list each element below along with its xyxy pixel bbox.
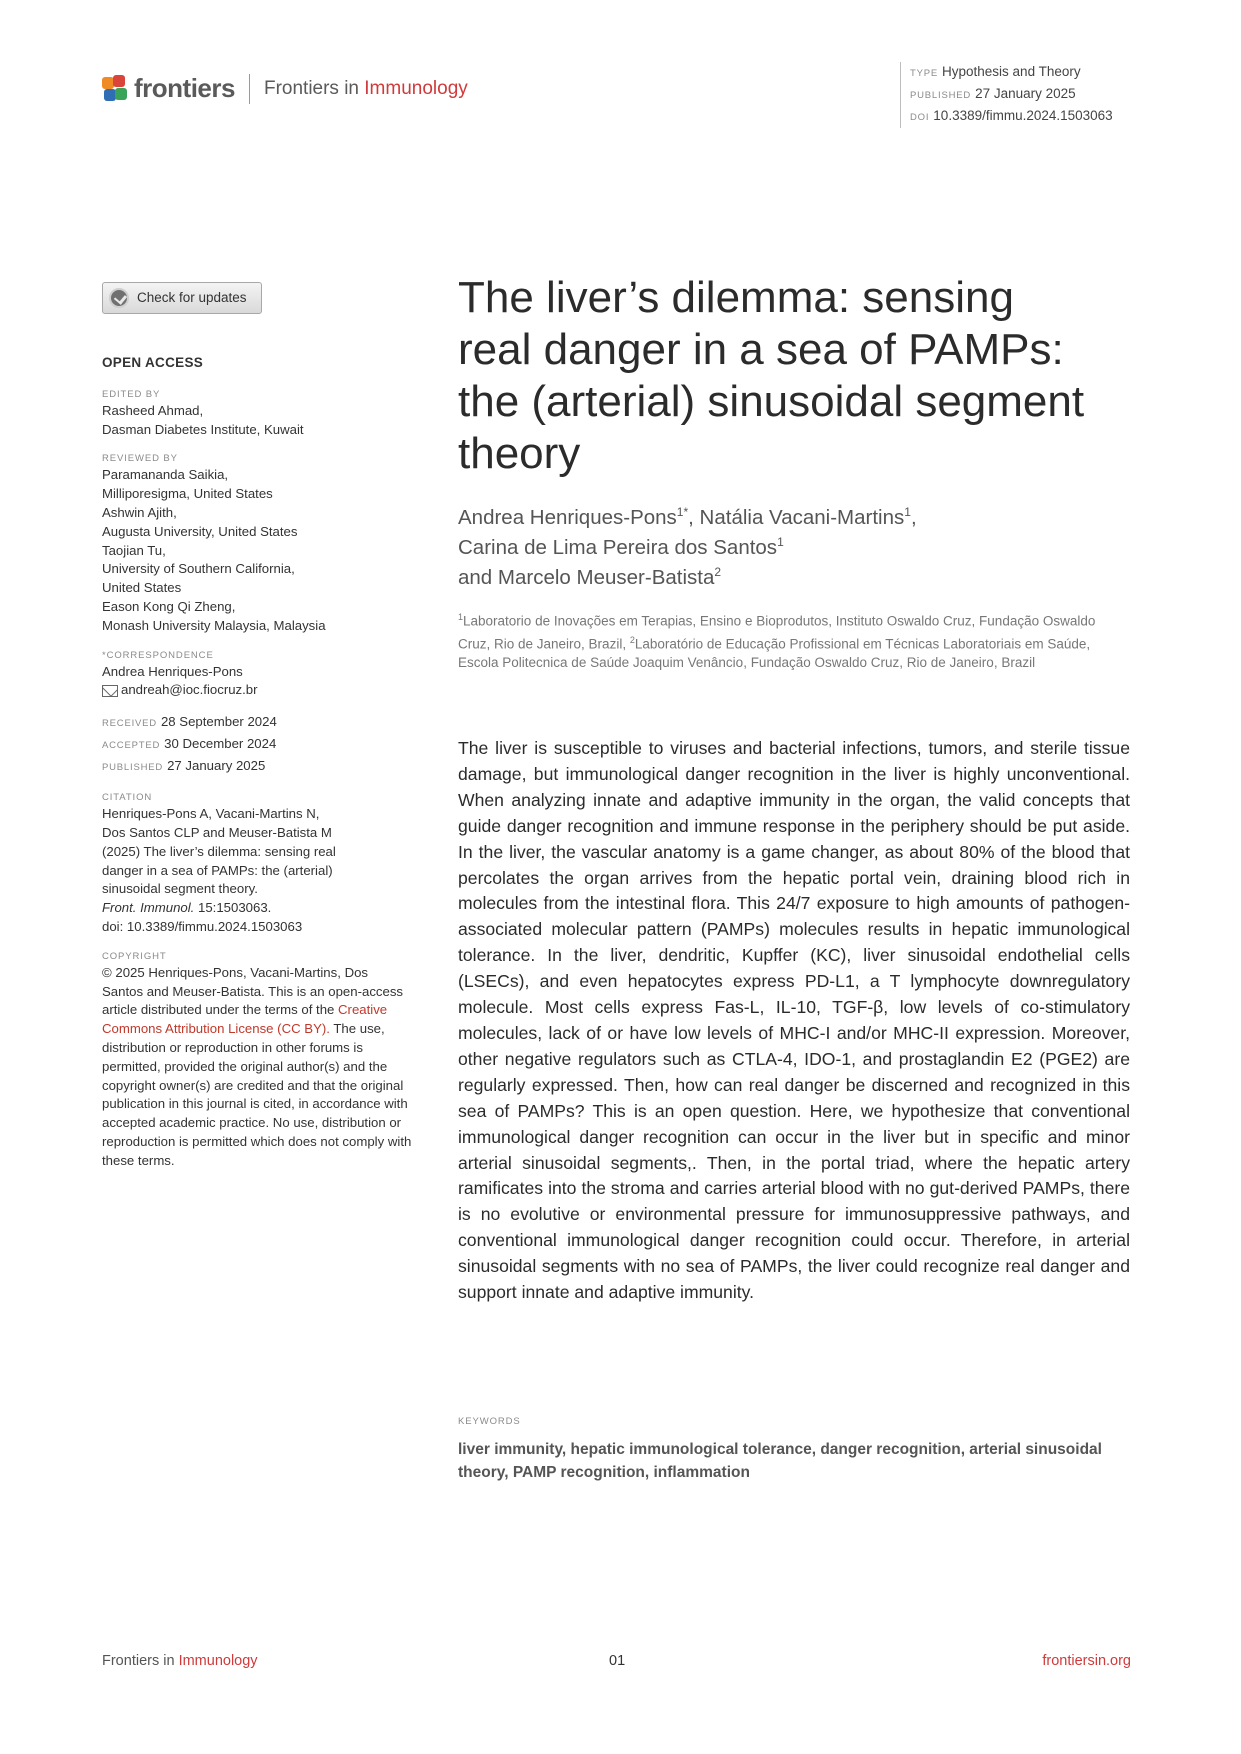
citation-text: Henriques-Pons A, Vacani-Martins N, Dos Santos CLP and Meuser-Batista M (2025) The liver’s dilemma: sensing real danger in a sea of PAMPs: the (arterial) sinusoidal segment theory. Front. Immunol. 15:1503063. doi: 10.3389/fimmu.2024.1503063	[102, 805, 412, 937]
keywords: liver immunity, hepatic immunological tolerance, danger recognition, arterial sinusoidal theory, PAMP recognition, inflammation	[458, 1441, 1102, 1481]
accepted-date: 30 December 2024	[164, 736, 277, 752]
sidebar-published-date: 27 January 2025	[167, 758, 266, 774]
cc-by-license-link[interactable]: Creative Commons Attribution License (CC BY).	[102, 1002, 388, 1037]
abstract: The liver is susceptible to viruses and bacterial infections, tumors, and sterile tissue damage, but immunological danger recognition in the liver is highly unconventional. When analyzing innate and adaptive immunity in the organ, the valid concepts that guide danger recognition and immune response in the periphery should be put aside. In the liver, the vascular anatomy is a game changer, as about 80% of the blood that percolates the organ arrives from the hepatic portal vein, draining blood rich in molecules from the intestinal flora. This 24/7 exposure to high amounts of pathogen-associated molecular pattern (PAMPs) molecules results in hepatic immunological tolerance. In the liver, dendritic, Kupffer (KC), liver sinusoidal endothelial cells (LSECs), and even hepatocytes express PD-L1, a T lymphocyte downregulatory molecule. Most cells express Fas-L, IL-10, TGF-β, low levels of co-stimulatory molecules, lack of or have low levels of MHC-I and/or MHC-II expression. Moreover, other negative regulators such as CTLA-4, IDO-1, and prostaglandin E2 (PGE2) are regularly expressed. Then, how can real danger be discerned and recognized in this sea of PAMPs? This is an open question. Here, we hypothesize that conventional immunological danger recognition can occur in the liver but in specific and minor arterial sinusoidal segments,. Then, in the portal triad, where the hepatic artery ramificates into the stroma and carries arterial blood with no gut-derived PAMPs, there is no evolutive or environmental pressure for immunosuppressive pathways, and conventional immunological danger recognition could occur. Therefore, in arterial sinusoidal segments with no sea of PAMPs, the liver could recognize real danger and support innate and adaptive immunity.	[458, 738, 1130, 1303]
reviewed-by-label: REVIEWED BY	[102, 453, 178, 465]
edited-by-label: EDITED BY	[102, 388, 161, 400]
author-2: Natália Vacani-Martins	[699, 506, 905, 529]
footer-site-link[interactable]: frontiersin.org	[1042, 1653, 1131, 1669]
mail-icon	[102, 685, 118, 697]
reviewed-by-list: Paramananda Saikia, Milliporesigma, United States Ashwin Ajith, Augusta University, United States Taojian Tu, University of Southern California, United States Eason Kong Qi Zheng, Monash University Malaysia, Malaysia	[102, 467, 326, 633]
copyright-text: © 2025 Henriques-Pons, Vacani-Martins, Dos Santos and Meuser-Batista. This is an open-access article distributed under the terms of the Creative Commons Attribution License (CC BY). The use, distribution or reproduction in other forums is permitted, provided the original author(s) and the copyright owner(s) are credited and that the original publication in this journal is cited, in accordance with accepted academic practice. No use, distribution or reproduction is permitted which does not comply with these terms.	[102, 964, 412, 1168]
published-date: 27 January 2025	[975, 86, 1076, 101]
journal-name: Frontiers in Immunology	[263, 77, 468, 99]
page-number: 01	[609, 1653, 626, 1669]
edited-by-list: Rasheed Ahmad, Dasman Diabetes Institute, Kuwait	[102, 402, 304, 437]
logo-divider	[249, 74, 250, 104]
received-date: 28 September 2024	[160, 714, 277, 730]
copyright-label: COPYRIGHT	[102, 950, 167, 962]
correspondence-email-row[interactable]	[102, 681, 412, 700]
author-3: Carina de Lima Pereira dos Santos	[458, 536, 778, 559]
doi-link[interactable]: 10.3389/fimmu.2024.1503063	[933, 108, 1113, 123]
article-type: Hypothesis and Theory	[942, 64, 1081, 79]
author-list: Andrea Henriques-Pons$^{1*}$, Natália Vacani-Martins$^1$, Carina de Lima Pereira dos Santos$^1$ and Marcelo Meuser-Batista$^2$	[458, 505, 917, 589]
keywords-label: KEYWORDS	[458, 1416, 521, 1427]
footer-journal: Frontiers in Immunology	[102, 1653, 258, 1669]
citation-label: CITATION	[102, 792, 153, 804]
dates-block: RECEIVED 28 September 2024 ACCEPTED 30 December 2024 PUBLISHED 27 January 2025	[102, 714, 277, 774]
article-meta: TYPE Hypothesis and Theory PUBLISHED 27 January 2025 DOI 10.3389/fimmu.2024.1503063	[900, 62, 1113, 128]
correspondence-name: Andrea Henriques-Pons	[102, 663, 243, 679]
sidebar	[102, 282, 412, 1171]
citation-doi: doi: 10.3389/fimmu.2024.1503063	[102, 918, 303, 934]
affiliations: $^1$Laboratorio de Inovações em Terapias, Ensino e Bioprodutos, Instituto Oswaldo Cruz, Fundação Oswaldo Cruz, Rio de Janeiro, Brazil, $^2$Laboratório de Educação Profissional em Técnicas Laboratoriais em Saúde, Escola Politecnica de Saúde Joaquim Venâncio, Fundação Oswaldo Cruz, Rio de Janeiro, Brazil	[458, 612, 1096, 670]
author-4: and Marcelo Meuser-Batista	[458, 566, 715, 589]
logo-wordmark: frontiers	[134, 73, 235, 103]
open-access-label: OPEN ACCESS	[102, 355, 204, 370]
check-updates-icon	[109, 288, 129, 308]
correspondence-label: *CORRESPONDENCE	[102, 649, 214, 661]
author-1: Andrea Henriques-Pons	[458, 506, 677, 529]
frontiers-logo[interactable]	[102, 73, 468, 104]
frontiers-logo-icon	[102, 75, 128, 103]
correspondence-email[interactable]: andreah@ioc.fiocruz.br	[121, 682, 258, 698]
article-title: The liver’s dilemma: sensing real danger in a sea of PAMPs: the (arterial) sinusoidal segment theory	[458, 273, 1085, 478]
check-for-updates-button[interactable]: Check for updates	[102, 282, 262, 314]
